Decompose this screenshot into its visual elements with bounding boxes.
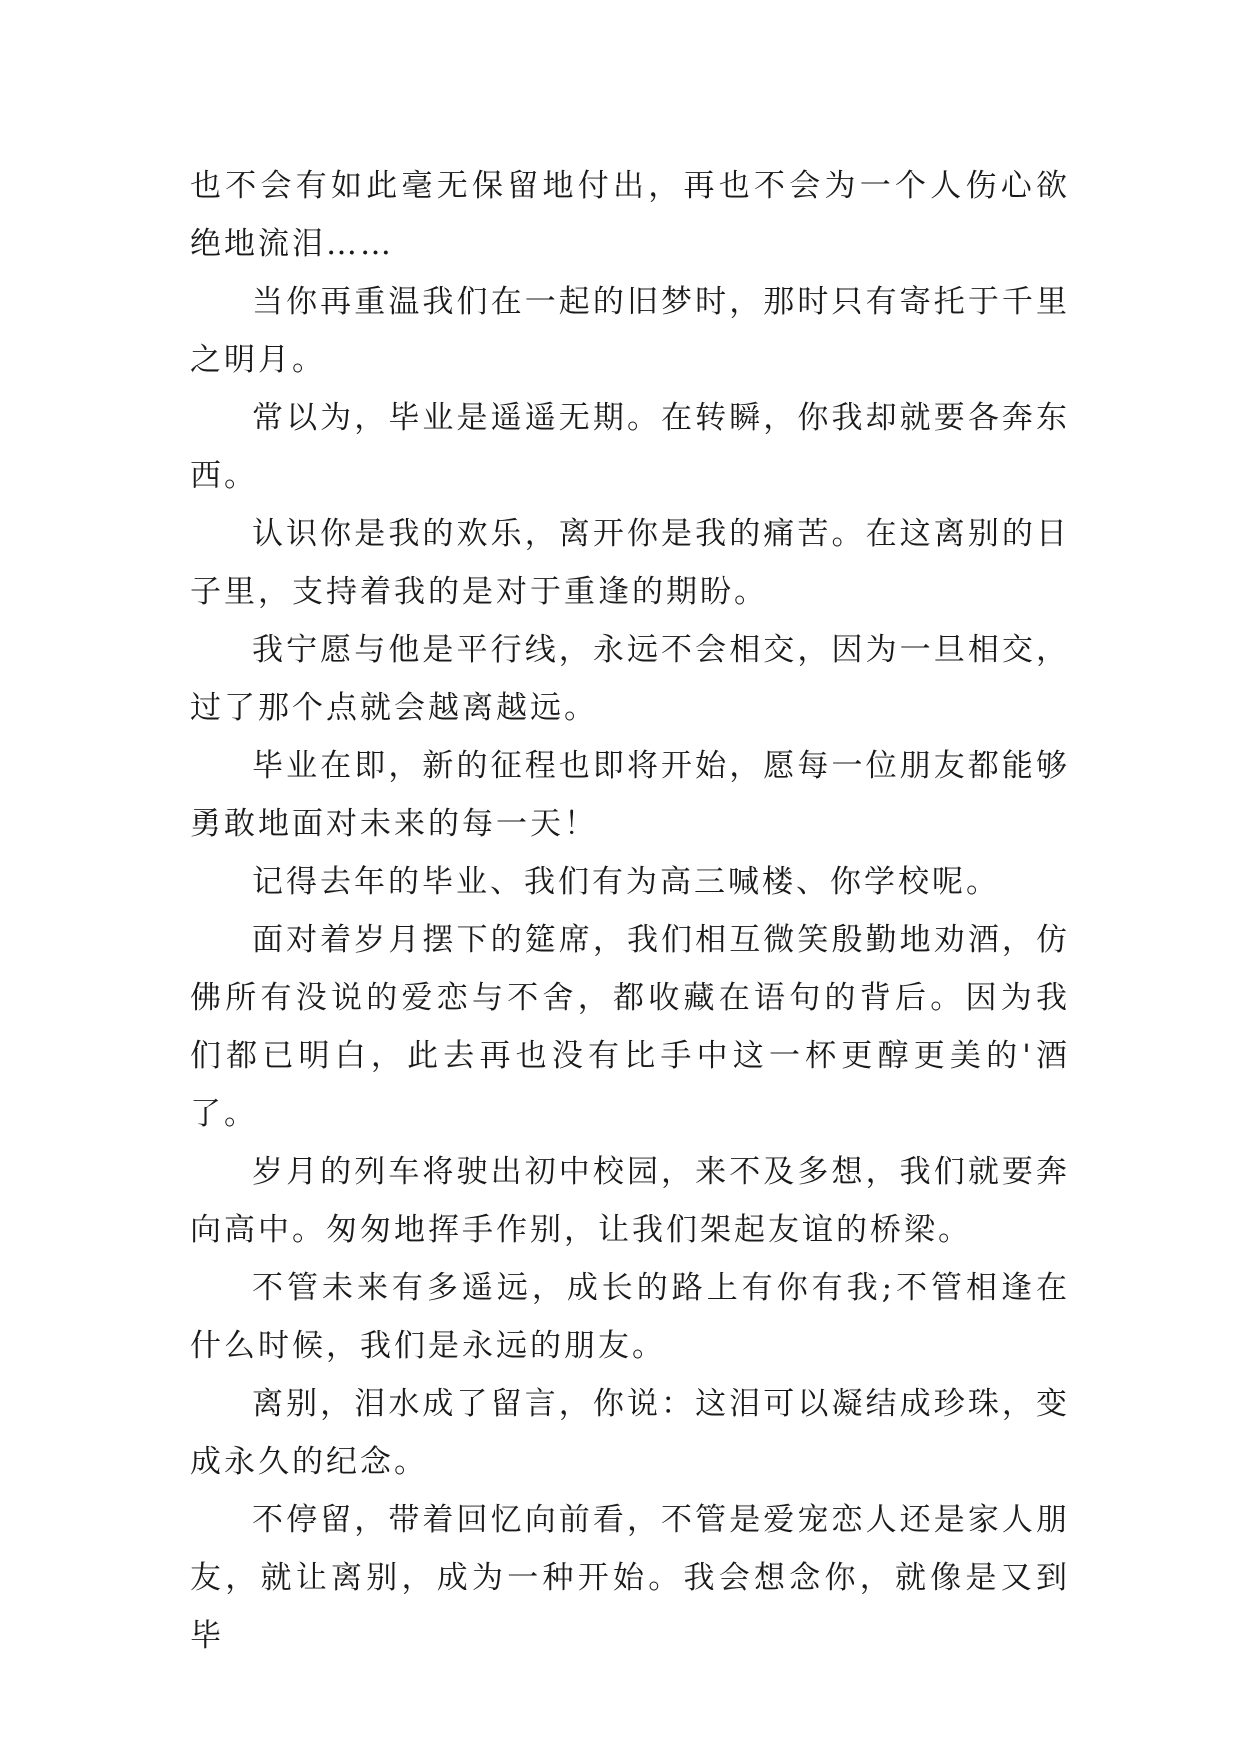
paragraph-6: 毕业在即，新的征程也即将开始，愿每一位朋友都能够勇敢地面对未来的每一天！ — [190, 748, 1070, 842]
paragraph-7: 记得去年的毕业、我们有为高三喊楼、你学校呢。 — [252, 864, 1000, 900]
body-text — [190, 157, 1070, 1665]
paragraph-12: 不停留，带着回忆向前看，不管是爱宠恋人还是家人朋友，就让离别，成为一种开始。我会想念你，就像是又到毕 — [190, 1502, 1070, 1654]
paragraph-5: 我宁愿与他是平行线，永远不会相交，因为一旦相交，过了那个点就会越离越远。 — [190, 632, 1070, 726]
paragraph-11: 离别，泪水成了留言，你说：这泪可以凝结成珍珠，变成永久的纪念。 — [190, 1386, 1070, 1480]
paragraph-2: 当你再重温我们在一起的旧梦时，那时只有寄托于千里之明月。 — [190, 284, 1070, 378]
paragraph-1: 也不会有如此毫无保留地付出，再也不会为一个人伤心欲绝地流泪…… — [190, 168, 1070, 262]
paragraph-10: 不管未来有多遥远，成长的路上有你有我;不管相逢在什么时候，我们是永远的朋友。 — [190, 1270, 1070, 1364]
paragraph-4: 认识你是我的欢乐，离开你是我的痛苦。在这离别的日子里，支持着我的是对于重逢的期盼。 — [190, 516, 1070, 610]
paragraph-3: 常以为，毕业是遥遥无期。在转瞬，你我却就要各奔东西。 — [190, 400, 1070, 494]
paragraph-9: 岁月的列车将驶出初中校园，来不及多想，我们就要奔向高中。匆匆地挥手作别，让我们架起友谊的桥梁。 — [190, 1154, 1070, 1248]
paragraph-8: 面对着岁月摆下的筵席，我们相互微笑殷勤地劝酒，仿佛所有没说的爱恋与不舍，都收藏在语句的背后。因为我们都已明白，此去再也没有比手中这一杯更醇更美的'酒了。 — [190, 922, 1070, 1132]
